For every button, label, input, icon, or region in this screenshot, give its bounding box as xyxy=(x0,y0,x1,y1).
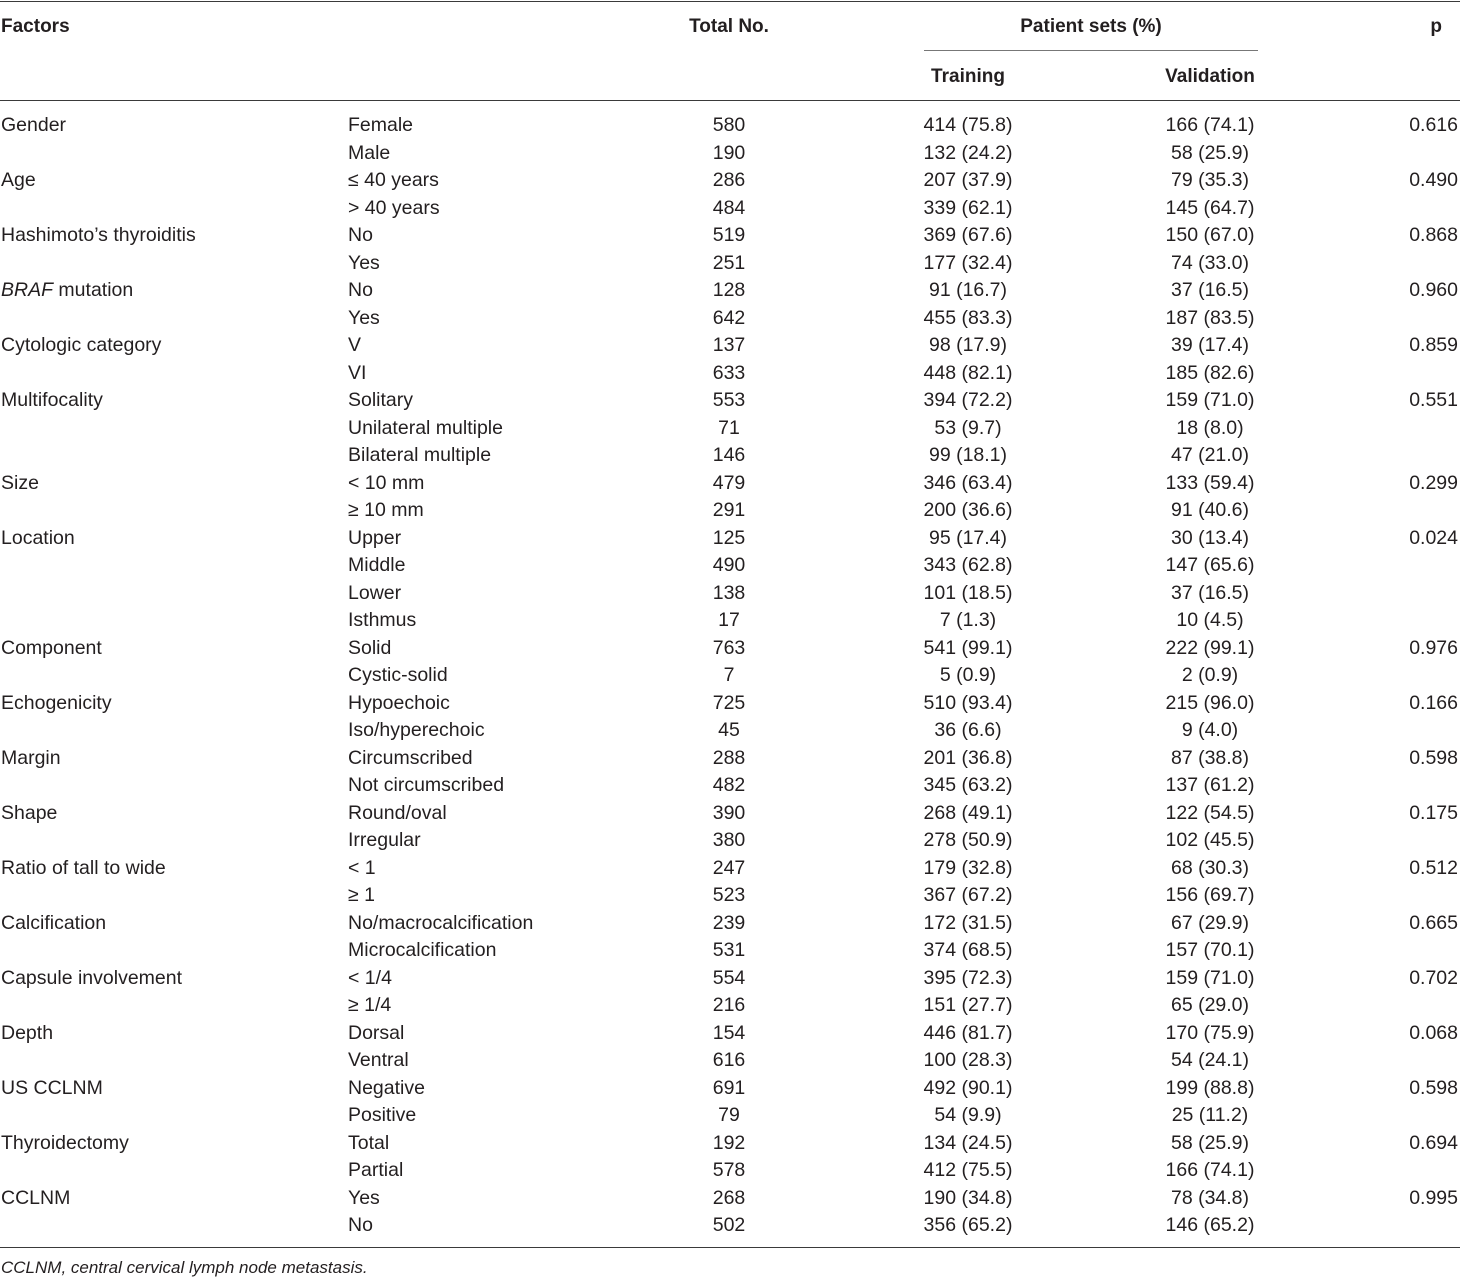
factor-cell: Capsule involvement xyxy=(1,966,183,989)
total-cell: 482 xyxy=(712,774,746,796)
level-cell: No xyxy=(348,224,373,246)
p-value-cell: 0.868 xyxy=(1409,224,1458,246)
total-cell: 554 xyxy=(712,966,746,989)
training-cell: 446 (81.7) xyxy=(923,1021,1013,1044)
level-cell: No xyxy=(348,279,373,301)
table-row xyxy=(0,525,1460,553)
total-cell: 380 xyxy=(712,829,746,851)
training-cell: 339 (62.1) xyxy=(923,196,1013,219)
table-row xyxy=(0,772,1460,800)
training-cell: 98 (17.9) xyxy=(928,334,1008,356)
training-cell: 455 (83.3) xyxy=(923,306,1013,329)
validation-cell: 102 (45.5) xyxy=(1165,829,1255,851)
factor-cell: Ratio of tall to wide xyxy=(1,856,166,879)
table-row xyxy=(0,277,1460,305)
table-row xyxy=(0,250,1460,278)
validation-cell: 67 (29.9) xyxy=(1170,911,1250,934)
total-cell: 616 xyxy=(712,1049,746,1071)
table-row xyxy=(0,167,1460,195)
level-cell: Upper xyxy=(348,526,402,549)
table-row xyxy=(0,442,1460,470)
p-value-cell: 0.024 xyxy=(1409,526,1458,549)
validation-cell: 47 (21.0) xyxy=(1170,444,1250,466)
level-cell: Female xyxy=(348,114,414,136)
validation-cell: 25 (11.2) xyxy=(1171,1104,1249,1126)
p-value-cell: 0.551 xyxy=(1409,389,1458,411)
training-cell: 134 (24.5) xyxy=(923,1131,1013,1154)
p-value-cell: 0.960 xyxy=(1409,279,1458,301)
training-cell: 201 (36.8) xyxy=(923,746,1013,769)
total-cell: 190 xyxy=(712,141,746,164)
table-row xyxy=(0,332,1460,360)
table-bottom-rule xyxy=(0,1247,1460,1248)
p-value-cell: 0.665 xyxy=(1409,911,1458,934)
table-row xyxy=(0,1102,1460,1130)
level-cell: Cystic-solid xyxy=(348,664,448,686)
table-row xyxy=(0,360,1460,388)
total-cell: 216 xyxy=(712,994,746,1016)
validation-cell: 39 (17.4) xyxy=(1170,334,1250,356)
total-cell: 763 xyxy=(712,636,746,659)
total-cell: 71 xyxy=(718,416,740,439)
level-cell: Microcalcification xyxy=(348,939,497,961)
factor-suffix: mutation xyxy=(53,279,134,301)
training-cell: 200 (36.6) xyxy=(923,499,1013,521)
table-row xyxy=(0,882,1460,910)
level-cell: ≥ 1/4 xyxy=(348,994,392,1016)
table-row xyxy=(0,965,1460,993)
level-cell: No/macrocalcification xyxy=(348,911,534,934)
validation-cell: 91 (40.6) xyxy=(1170,499,1250,521)
level-cell: Iso/hyperechoic xyxy=(348,719,485,741)
training-cell: 346 (63.4) xyxy=(923,471,1013,494)
training-cell: 343 (62.8) xyxy=(923,554,1013,576)
validation-cell: 146 (65.2) xyxy=(1165,1214,1255,1236)
p-value-cell: 0.299 xyxy=(1409,471,1458,494)
training-cell: 394 (72.2) xyxy=(923,389,1013,411)
validation-cell: 74 (33.0) xyxy=(1170,251,1250,274)
validation-cell: 37 (16.5) xyxy=(1170,581,1250,604)
total-cell: 154 xyxy=(712,1021,746,1044)
p-value-cell: 0.512 xyxy=(1409,856,1458,879)
table-row xyxy=(0,717,1460,745)
total-cell: 519 xyxy=(712,224,746,246)
table-row xyxy=(0,112,1460,140)
training-cell: 369 (67.6) xyxy=(923,224,1013,246)
total-cell: 479 xyxy=(712,471,746,494)
level-cell: Isthmus xyxy=(348,609,417,631)
header-factors: Factors xyxy=(1,16,70,37)
table-top-rule xyxy=(0,1,1460,2)
table-row xyxy=(0,1212,1460,1240)
validation-cell: 185 (82.6) xyxy=(1165,361,1255,384)
level-cell: Partial xyxy=(348,1159,404,1181)
total-cell: 531 xyxy=(712,939,746,961)
level-cell: < 10 mm xyxy=(348,471,425,494)
validation-cell: 78 (34.8) xyxy=(1170,1186,1250,1209)
level-cell: Irregular xyxy=(348,829,421,851)
table-row xyxy=(0,827,1460,855)
level-cell: Unilateral multiple xyxy=(348,416,503,439)
total-cell: 633 xyxy=(712,361,746,384)
total-cell: 286 xyxy=(712,169,746,191)
validation-cell: 10 (4.5) xyxy=(1176,609,1244,631)
validation-cell: 157 (70.1) xyxy=(1165,939,1255,961)
table-row xyxy=(0,580,1460,608)
training-cell: 100 (28.3) xyxy=(923,1049,1013,1071)
table-footnote: CCLNM, central cervical lymph node metastasis. xyxy=(1,1258,368,1277)
level-cell: < 1/4 xyxy=(348,966,392,989)
validation-cell: 222 (99.1) xyxy=(1165,636,1255,659)
validation-cell: 30 (13.4) xyxy=(1170,526,1250,549)
level-cell: Yes xyxy=(348,1186,380,1209)
training-cell: 448 (82.1) xyxy=(923,361,1013,384)
table-body xyxy=(0,112,1460,1240)
total-cell: 45 xyxy=(718,719,740,741)
level-cell: Lower xyxy=(348,581,402,604)
p-value-cell: 0.166 xyxy=(1409,691,1458,714)
factor-cell: Calcification xyxy=(1,911,107,934)
header-training: Training xyxy=(931,66,1005,87)
level-cell: Negative xyxy=(348,1076,425,1099)
table-row xyxy=(0,800,1460,828)
factor-cell: Cytologic category xyxy=(1,334,162,356)
total-cell: 247 xyxy=(712,856,746,879)
p-value-cell: 0.598 xyxy=(1409,1076,1458,1099)
level-cell: Positive xyxy=(348,1104,417,1126)
training-cell: 510 (93.4) xyxy=(923,691,1013,714)
training-cell: 356 (65.2) xyxy=(923,1214,1013,1236)
factor-cell: US CCLNM xyxy=(1,1076,103,1099)
total-cell: 137 xyxy=(712,334,746,356)
training-cell: 99 (18.1) xyxy=(928,444,1008,466)
level-cell: Hypoechoic xyxy=(348,691,450,714)
table-row xyxy=(0,745,1460,773)
header-total-no: Total No. xyxy=(689,16,769,37)
training-cell: 268 (49.1) xyxy=(923,801,1013,824)
factor-cell: Hashimoto’s thyroiditis xyxy=(1,224,196,246)
validation-cell: 122 (54.5) xyxy=(1165,801,1255,824)
factor-cell: Age xyxy=(1,169,36,191)
training-cell: 177 (32.4) xyxy=(923,251,1013,274)
table-row xyxy=(0,1020,1460,1048)
level-cell: Solitary xyxy=(348,389,414,411)
factor-cell: Echogenicity xyxy=(1,691,112,714)
factor-cell: Component xyxy=(1,636,102,659)
level-cell: Yes xyxy=(348,251,380,274)
p-value-cell: 0.976 xyxy=(1409,636,1458,659)
training-cell: 492 (90.1) xyxy=(923,1076,1013,1099)
validation-cell: 199 (88.8) xyxy=(1165,1076,1255,1099)
factor-cell: CCLNM xyxy=(1,1186,71,1209)
factor-cell: Size xyxy=(1,471,39,494)
training-cell: 179 (32.8) xyxy=(923,856,1013,879)
table-row xyxy=(0,992,1460,1020)
level-cell: Yes xyxy=(348,306,380,329)
p-value-cell: 0.702 xyxy=(1409,966,1458,989)
level-cell: Male xyxy=(348,141,391,164)
table-row xyxy=(0,140,1460,168)
level-cell: ≥ 1 xyxy=(348,884,375,906)
table-row xyxy=(0,937,1460,965)
total-cell: 17 xyxy=(718,609,740,631)
p-value-cell: 0.694 xyxy=(1409,1131,1458,1154)
factor-cell xyxy=(1,277,133,305)
validation-cell: 58 (25.9) xyxy=(1170,141,1250,164)
validation-cell: 2 (0.9) xyxy=(1181,664,1239,686)
training-cell: 53 (9.7) xyxy=(934,416,1002,439)
table-row xyxy=(0,1047,1460,1075)
total-cell: 502 xyxy=(712,1214,746,1236)
table-row xyxy=(0,497,1460,525)
header-validation: Validation xyxy=(1165,66,1255,87)
validation-cell: 58 (25.9) xyxy=(1170,1131,1250,1154)
level-cell: Middle xyxy=(348,554,406,576)
level-cell: Round/oval xyxy=(348,801,447,824)
validation-cell: 9 (4.0) xyxy=(1181,719,1239,741)
total-cell: 484 xyxy=(712,196,746,219)
p-value-cell: 0.490 xyxy=(1409,169,1458,191)
factor-gene-name: BRAF xyxy=(1,279,54,301)
validation-cell: 170 (75.9) xyxy=(1165,1021,1255,1044)
table-row xyxy=(0,470,1460,498)
table-row xyxy=(0,552,1460,580)
total-cell: 523 xyxy=(712,884,746,906)
header-bottom-rule xyxy=(0,100,1460,101)
total-cell: 125 xyxy=(712,526,746,549)
total-cell: 291 xyxy=(712,499,746,521)
total-cell: 578 xyxy=(712,1159,746,1181)
training-cell: 207 (37.9) xyxy=(923,169,1013,191)
validation-cell: 87 (38.8) xyxy=(1170,746,1250,769)
training-cell: 412 (75.5) xyxy=(923,1159,1013,1181)
header-p: p xyxy=(1430,16,1442,37)
training-cell: 172 (31.5) xyxy=(923,911,1013,934)
p-value-cell: 0.616 xyxy=(1409,114,1458,136)
level-cell: No xyxy=(348,1214,373,1236)
total-cell: 239 xyxy=(712,911,746,934)
training-cell: 151 (27.7) xyxy=(923,994,1013,1016)
total-cell: 79 xyxy=(718,1104,740,1126)
training-cell: 278 (50.9) xyxy=(923,829,1013,851)
validation-cell: 150 (67.0) xyxy=(1165,224,1255,246)
factor-cell: Thyroidectomy xyxy=(1,1131,129,1154)
p-value-cell: 0.995 xyxy=(1409,1186,1458,1209)
level-cell: Circumscribed xyxy=(348,746,473,769)
header-patient-sets: Patient sets (%) xyxy=(1020,16,1162,37)
factor-cell: Margin xyxy=(1,746,61,769)
p-value-cell: 0.175 xyxy=(1409,801,1458,824)
validation-cell: 187 (83.5) xyxy=(1165,306,1255,329)
table-row xyxy=(0,1075,1460,1103)
validation-cell: 159 (71.0) xyxy=(1165,389,1255,411)
table-row xyxy=(0,415,1460,443)
training-cell: 395 (72.3) xyxy=(923,966,1013,989)
total-cell: 146 xyxy=(712,444,746,466)
table-row xyxy=(0,387,1460,415)
training-cell: 541 (99.1) xyxy=(923,636,1013,659)
level-cell: < 1 xyxy=(348,856,376,879)
table-row xyxy=(0,305,1460,333)
level-cell: Ventral xyxy=(348,1049,409,1071)
training-cell: 54 (9.9) xyxy=(934,1104,1002,1126)
total-cell: 128 xyxy=(712,279,746,301)
training-cell: 374 (68.5) xyxy=(923,939,1013,961)
p-value-cell: 0.068 xyxy=(1409,1021,1458,1044)
total-cell: 268 xyxy=(712,1186,746,1209)
table-row xyxy=(0,910,1460,938)
table-row xyxy=(0,690,1460,718)
total-cell: 7 xyxy=(723,664,735,686)
factor-cell: Multifocality xyxy=(1,389,103,411)
total-cell: 390 xyxy=(712,801,746,824)
table-row xyxy=(0,635,1460,663)
training-cell: 190 (34.8) xyxy=(923,1186,1013,1209)
training-cell: 5 (0.9) xyxy=(939,664,997,686)
level-cell: Solid xyxy=(348,636,392,659)
table-row xyxy=(0,607,1460,635)
training-cell: 367 (67.2) xyxy=(923,884,1013,906)
validation-cell: 54 (24.1) xyxy=(1170,1049,1250,1071)
table-row xyxy=(0,222,1460,250)
validation-cell: 65 (29.0) xyxy=(1170,994,1250,1016)
validation-cell: 133 (59.4) xyxy=(1165,471,1255,494)
level-cell: Not circumscribed xyxy=(348,774,505,796)
level-cell: > 40 years xyxy=(348,196,440,219)
total-cell: 580 xyxy=(712,114,746,136)
validation-cell: 166 (74.1) xyxy=(1165,1159,1255,1181)
validation-cell: 166 (74.1) xyxy=(1165,114,1255,136)
training-cell: 101 (18.5) xyxy=(923,581,1013,604)
validation-cell: 79 (35.3) xyxy=(1170,169,1250,191)
validation-cell: 68 (30.3) xyxy=(1170,856,1250,879)
factor-cell: Gender xyxy=(1,114,67,136)
validation-cell: 215 (96.0) xyxy=(1165,691,1255,714)
validation-cell: 156 (69.7) xyxy=(1165,884,1255,906)
validation-cell: 159 (71.0) xyxy=(1165,966,1255,989)
table-row xyxy=(0,1157,1460,1185)
table-row xyxy=(0,195,1460,223)
validation-cell: 147 (65.6) xyxy=(1165,554,1255,576)
training-cell: 132 (24.2) xyxy=(923,141,1013,164)
factor-cell: Location xyxy=(1,526,75,549)
table-row xyxy=(0,1185,1460,1213)
validation-cell: 18 (8.0) xyxy=(1176,416,1244,439)
training-cell: 91 (16.7) xyxy=(928,279,1008,301)
factor-cell: Depth xyxy=(1,1021,54,1044)
level-cell: Bilateral multiple xyxy=(348,444,492,466)
training-cell: 95 (17.4) xyxy=(928,526,1008,549)
validation-cell: 37 (16.5) xyxy=(1170,279,1250,301)
p-value-cell: 0.859 xyxy=(1409,334,1458,356)
level-cell: ≥ 10 mm xyxy=(348,499,424,521)
level-cell: ≤ 40 years xyxy=(348,169,439,191)
total-cell: 251 xyxy=(712,251,746,274)
total-cell: 192 xyxy=(712,1131,746,1154)
total-cell: 553 xyxy=(712,389,746,411)
training-cell: 345 (63.2) xyxy=(923,774,1013,796)
validation-cell: 137 (61.2) xyxy=(1165,774,1255,796)
total-cell: 725 xyxy=(712,691,746,714)
level-cell: V xyxy=(348,334,362,356)
training-cell: 7 (1.3) xyxy=(939,609,997,631)
total-cell: 691 xyxy=(712,1076,746,1099)
table-row xyxy=(0,1130,1460,1158)
table-row xyxy=(0,855,1460,883)
p-value-cell: 0.598 xyxy=(1409,746,1458,769)
header-subrule xyxy=(924,50,1258,51)
training-cell: 36 (6.6) xyxy=(934,719,1002,741)
factor-cell: Shape xyxy=(1,801,58,824)
table-row xyxy=(0,662,1460,690)
total-cell: 288 xyxy=(712,746,746,769)
total-cell: 490 xyxy=(712,554,746,576)
validation-cell: 145 (64.7) xyxy=(1165,196,1255,219)
total-cell: 138 xyxy=(712,581,746,604)
level-cell: Dorsal xyxy=(348,1021,405,1044)
training-cell: 414 (75.8) xyxy=(923,114,1013,136)
level-cell: VI xyxy=(348,361,367,384)
level-cell: Total xyxy=(348,1131,390,1154)
total-cell: 642 xyxy=(712,306,746,329)
